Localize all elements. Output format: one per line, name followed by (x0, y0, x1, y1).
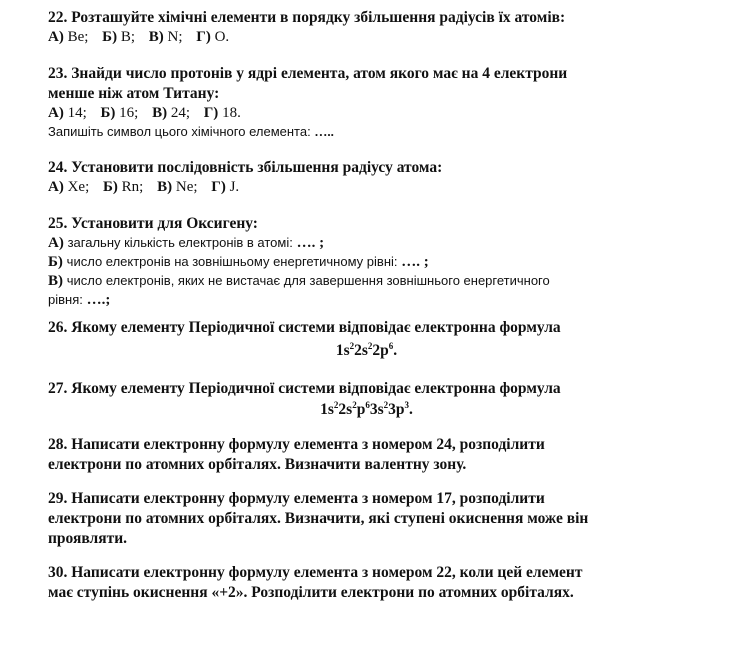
question-25-item-v: В) число електронів, яких не вистачає для завершення зовнішнього енергетичного (48, 273, 550, 289)
question-29 (48, 489, 685, 549)
question-30-line-1: 30. Написати електронну формулу елемента з номером 22, коли цей елемент (48, 564, 583, 581)
question-26 (48, 318, 685, 362)
option-a: А) 14; (48, 105, 87, 121)
question-24 (48, 158, 685, 197)
question-29-line-3: проявляти. (48, 530, 128, 547)
answer-blank: ….; (86, 292, 111, 308)
question-28-line-2: електрони по атомних орбіталях. Визначити валентну зону. (48, 456, 467, 473)
answer-blank: ….. (314, 124, 334, 139)
question-28 (48, 435, 685, 475)
electron-formula: $1s^22s^2p^63s^23p^3$. (320, 400, 413, 418)
option-g: Г) O. (196, 29, 230, 45)
question-22-options (48, 28, 685, 47)
option-a: А) Be; (48, 29, 89, 45)
question-23 (48, 64, 685, 141)
question-27 (48, 379, 685, 421)
question-30-line-2: має ступінь окиснення «+2». Розподілити електрони по атомних орбіталях. (48, 584, 574, 601)
question-23-title-line-1: 23. Знайди число протонів у ядрі елемента, атом якого має на 4 електрони (48, 65, 568, 82)
question-25-item-a: А) загальну кількість електронів в атомі: …. ; (48, 235, 325, 251)
question-22 (48, 8, 685, 47)
question-28-line-1: 28. Написати електронну формулу елемента з номером 24, розподілити (48, 436, 545, 453)
question-27-title: 27. Якому елементу Періодичної системи відповідає електронна формула (48, 380, 561, 397)
question-25-item-b: Б) число електронів на зовнішньому енергетичному рівні: …. ; (48, 254, 429, 270)
question-25-item-v-cont: рівня: ….; (48, 292, 111, 308)
option-b: Б) B; (102, 29, 136, 45)
answer-blank: …. ; (296, 235, 325, 251)
question-26-title: 26. Якому елементу Періодичної системи відповідає електронна формула (48, 319, 561, 336)
question-24-title: 24. Установити послідовність збільшення радіусу атома: (48, 159, 443, 176)
question-24-options (48, 178, 685, 197)
option-v: В) Ne; (157, 179, 198, 195)
question-22-title: 22. Розташуйте хімічні елементи в порядку збільшення радіусів їх атомів: (48, 9, 566, 26)
answer-blank: …. ; (401, 254, 429, 270)
question-25-title: 25. Установити для Оксигену: (48, 215, 258, 232)
option-b: Б) 16; (100, 105, 139, 121)
question-23-options (48, 104, 685, 123)
question-29-line-1: 29. Написати електронну формулу елемента з номером 17, розподілити (48, 490, 545, 507)
question-23-title-line-2: менше ніж атом Титану: (48, 85, 220, 102)
option-a: А) Xe; (48, 179, 90, 195)
question-23-note-text: Запишіть символ цього хімічного елемента: (48, 124, 311, 139)
question-23-note (48, 123, 685, 141)
option-v: В) 24; (152, 105, 191, 121)
electron-formula: $1s^22s^22p^6$. (335, 341, 398, 359)
option-v: В) N; (148, 29, 183, 45)
option-g: Г) 18. (203, 105, 241, 121)
question-29-line-2: електрони по атомних орбіталях. Визначити, які ступені окиснення може він (48, 510, 589, 527)
question-30 (48, 563, 685, 603)
option-b: Б) Rn; (103, 179, 144, 195)
option-g: Г) J. (211, 179, 240, 195)
question-25 (48, 214, 685, 310)
